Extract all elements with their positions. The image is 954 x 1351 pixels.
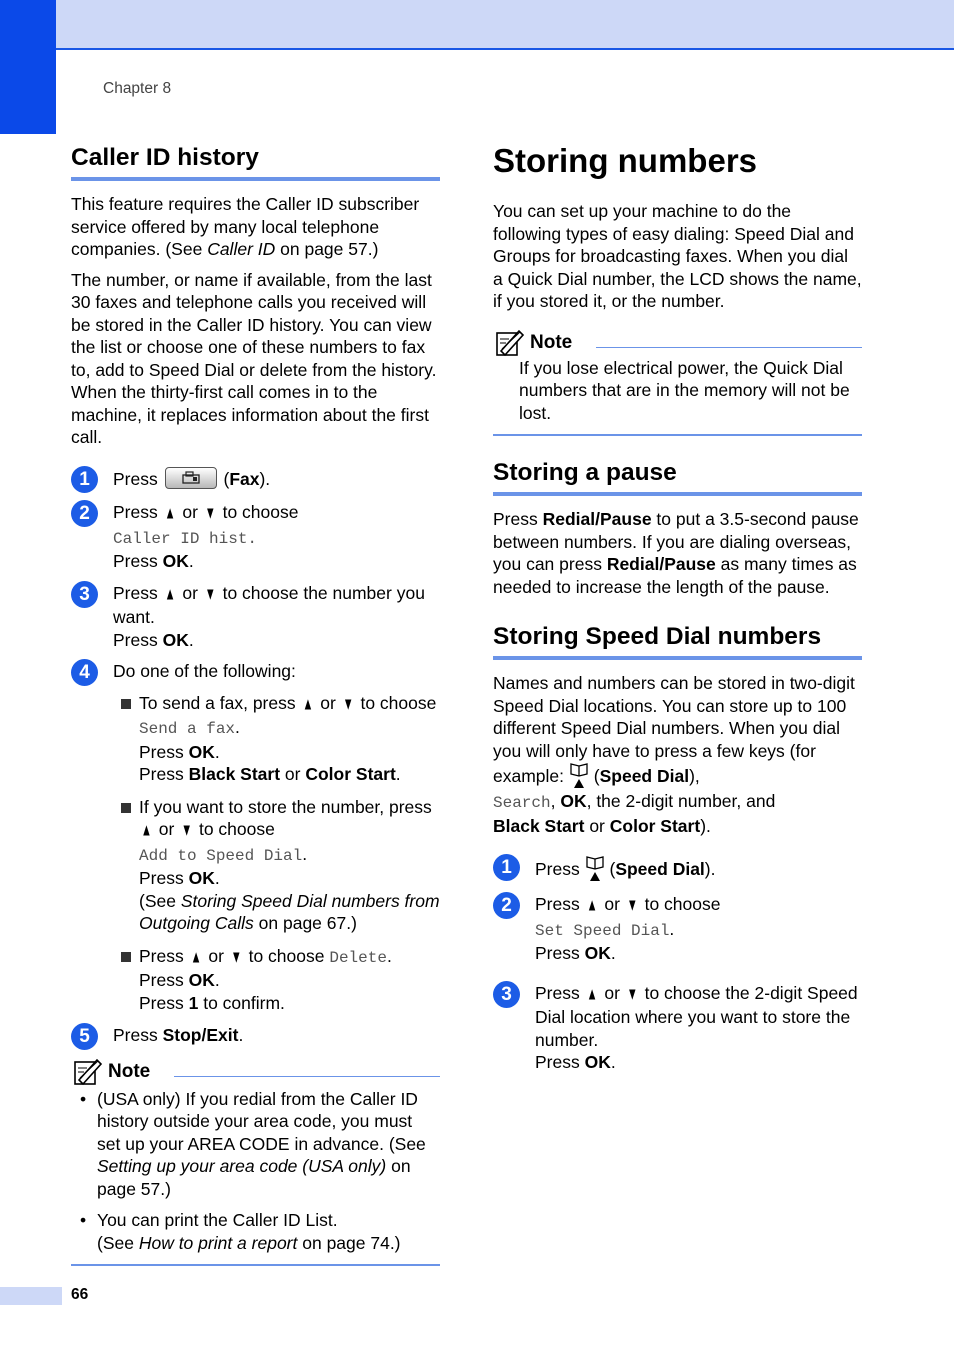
caller-id-note — [71, 1056, 440, 1267]
up-arrow-icon: ▲ — [302, 694, 314, 714]
caller-id-para2: The number, or name if available, from the last 30 faxes and telephone calls you received will be stored in the Caller ID history. You can view the list or choose one of these numbers to fax to, add to Speed Dial or delete from the history. When the thirty-first call comes in to the machine, it replaces information about the first call. — [71, 269, 437, 447]
caller-id-title: Caller ID history — [71, 143, 440, 181]
step-4: 4 Do one of the following: — [71, 660, 440, 683]
up-arrow-icon: ▲ — [190, 947, 202, 967]
up-arrow-icon: ▲ — [586, 896, 598, 916]
lcd-text: Set Speed Dial — [535, 921, 670, 940]
step-5: 5 Press Stop/Exit. — [71, 1024, 440, 1047]
down-arrow-icon: ▼ — [181, 821, 193, 841]
down-arrow-icon: ▼ — [626, 896, 638, 916]
page-number: 66 — [71, 1286, 89, 1303]
storing-note — [493, 327, 862, 437]
lcd-text: Delete — [329, 948, 387, 967]
speed-dial-book-icon — [569, 762, 589, 790]
storing-pause-title: Storing a pause — [493, 458, 862, 496]
note-pencil-icon — [73, 1056, 103, 1086]
right-column — [493, 143, 862, 1074]
lcd-text: Caller ID hist. — [113, 529, 258, 548]
step-number: 5 — [71, 1023, 98, 1050]
note-label: Note — [108, 1060, 151, 1082]
left-column — [71, 143, 440, 1266]
step-number: 1 — [71, 466, 98, 493]
note-text: If you lose electrical power, the Quick Dial numbers that are in the memory will not be lost. — [519, 357, 850, 423]
chapter-label: Chapter 8 — [103, 80, 172, 97]
storing-numbers-title: Storing numbers — [493, 142, 758, 179]
speed-step-2: 2 Press ▲ or ▼ to choose Set Speed Dial. Press OK. — [493, 893, 862, 965]
chapter-tab — [0, 0, 56, 134]
caller-id-para1: This feature requires the Caller ID subscriber service offered by many local telephone companies. (See Caller ID on page 57.) — [71, 194, 420, 259]
speed-dial-book-icon — [585, 855, 605, 883]
up-arrow-icon: ▲ — [586, 984, 598, 1004]
fax-key-icon — [165, 467, 217, 489]
bullet-square — [121, 699, 131, 709]
down-arrow-icon: ▼ — [342, 694, 354, 714]
note-rule — [174, 1076, 440, 1077]
lcd-text: Add to Speed Dial — [139, 846, 303, 865]
step-number: 4 — [71, 659, 98, 686]
down-arrow-icon: ▼ — [204, 584, 216, 604]
note-bullet: • You can print the Caller ID List. (See How to print a report on page 74.) — [80, 1210, 401, 1253]
note-rule — [596, 347, 862, 348]
down-arrow-icon: ▼ — [626, 984, 638, 1004]
header-bar — [0, 0, 954, 50]
step-number: 3 — [71, 581, 98, 608]
bullet-square — [121, 952, 131, 962]
step-number: 1 — [493, 854, 520, 881]
step-1: 1 Press (Fax). — [71, 467, 440, 491]
down-arrow-icon: ▼ — [230, 947, 242, 967]
pause-para: Press Redial/Pause to put a 3.5-second pause between numbers. If you are dialing overseas, you can press Redial/Pause as many times as needed to increase the length of the pause. — [493, 509, 859, 597]
note-pencil-icon — [495, 327, 525, 357]
note-header — [71, 1056, 440, 1088]
storing-speed-dial-title: Storing Speed Dial numbers — [493, 622, 862, 660]
option-store-number: If you want to store the number, press ▲ or ▼ to choose Add to Speed Dial. Press OK. (See Storing Speed Dial numbers from Outgoing Calls on page 67.) — [71, 796, 440, 935]
step-number: 2 — [71, 500, 98, 527]
up-arrow-icon: ▲ — [141, 821, 152, 841]
up-arrow-icon: ▲ — [164, 584, 176, 604]
lcd-text: Send a fax — [139, 720, 236, 738]
note-label: Note — [530, 331, 573, 353]
down-arrow-icon: ▼ — [204, 504, 216, 524]
option-send-fax: To send a fax, press ▲ or ▼ to choose Send a fax. Press OK. Press Black Start or Color Start. — [71, 692, 440, 786]
speed-step-1: 1 Press (Speed Dial). — [493, 855, 862, 883]
lcd-text: Search — [493, 794, 551, 812]
step-2: 2 Press ▲ or ▼ to choose Caller ID hist. Press OK. — [71, 501, 440, 573]
step-3: 3 Press ▲ or ▼ to choose the number you want. Press OK. — [71, 582, 440, 652]
step-number: 2 — [493, 892, 520, 919]
bullet-square — [121, 803, 131, 813]
note-header — [493, 327, 862, 359]
speed-step-3: 3 Press ▲ or ▼ to choose the 2-digit Speed Dial location where you want to store the number. Press OK. — [493, 982, 862, 1074]
option-delete: Press ▲ or ▼ to choose Delete. Press OK. Press 1 to confirm. — [71, 945, 440, 1015]
footer-bar — [0, 1287, 62, 1305]
cross-reference[interactable]: Storing Speed Dial numbers from Outgoing Calls — [139, 890, 440, 933]
storing-intro: You can set up your machine to do the following types of easy dialing: Speed Dial and Groups for broadcasting faxes. When you dial a Quick Dial number, the LCD shows the name, if you stored it, or the number. — [493, 201, 862, 311]
up-arrow-icon: ▲ — [164, 504, 176, 524]
speed-dial-intro: Names and numbers can be stored in two-digit Speed Dial locations. You can store up to 100 different Speed Dial numbers. When you dial you will only have to press a few keys (for example: (Speed Dial), Search, OK, the 2-digit number, and Black Start or Color Start). — [493, 673, 855, 836]
cross-reference[interactable]: Setting up your area code (USA only) — [97, 1156, 387, 1176]
note-bullet: • (USA only) If you redial from the Caller ID history outside your area code, you must set up your AREA CODE in advance. (See Setting up your area code (USA only) on page 57.) — [80, 1088, 426, 1199]
cross-reference[interactable]: How to print a report — [138, 1232, 298, 1253]
step-number: 3 — [493, 981, 520, 1008]
